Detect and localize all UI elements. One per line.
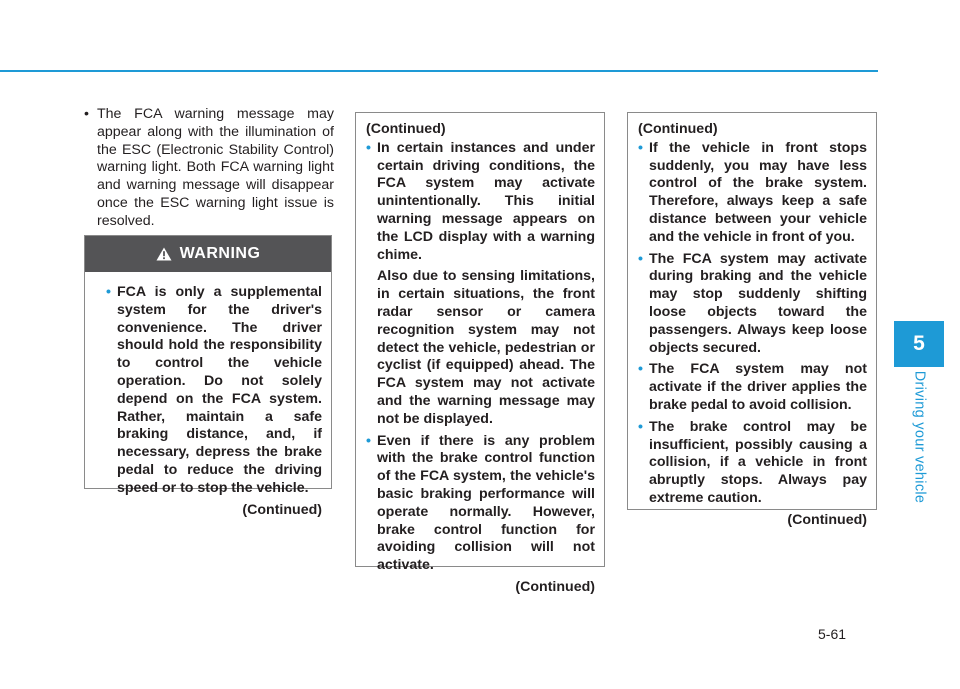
continued-label: (Continued) (787, 511, 867, 528)
chapter-title: Driving your vehicle (911, 370, 927, 504)
bullet-icon: • (84, 106, 89, 122)
continued-label: (Continued) (515, 578, 595, 595)
bullet-icon: • (366, 432, 371, 449)
warning-continued-box-3 (627, 112, 877, 528)
list-item (638, 251, 867, 358)
list-item-text: The FCA system may activate during braking and the vehicle may stop suddenly shifting loose objects toward the passengers. Always keep loose objects secured. (649, 250, 867, 356)
list-item-text: In certain instances and under certain driving conditions, the FCA system may activate unintentionally. This initial warning message appears on the LCD display with a warning chime. (377, 139, 595, 263)
list-item (366, 433, 595, 575)
page-number: 5-61 (818, 626, 847, 642)
bullet-icon: • (366, 139, 371, 156)
list-item-text: If the vehicle in front stops suddenly, you may have less control of the brake system. Therefore, always keep a safe distance between your vehicle and the vehicle in front of you. (649, 139, 867, 245)
header-rule (0, 70, 878, 72)
warning-item-text: FCA is only a supplemental system for the driver's convenience. The driver should hold the responsibility to control the vehicle operation. Do not solely depend on the FCA system. Rather, maintain a safe braking distance, and, if necessary, depress the brake pedal to reduce the driving speed or to stop the vehicle. (117, 284, 322, 496)
list-item-text: The FCA system may not activate if the driver applies the brake pedal to avoid collision. (649, 361, 867, 413)
bullet-icon: • (638, 250, 643, 267)
box3-body (628, 113, 876, 530)
chapter-tab (894, 321, 944, 367)
warning-title: WARNING (179, 245, 261, 262)
warning-item (106, 284, 322, 498)
intro-bullet-item (84, 106, 334, 231)
list-item-paragraph: Also due to sensing limitations, in certain situations, the front radar sensor or camera recognition system may not detect the vehicle, pedestrian or cyclist (if equipped) ahead. The FCA system may not activate and the warning message may not be displayed. (377, 268, 595, 427)
list-item (638, 419, 867, 508)
list-item (366, 140, 595, 265)
intro-paragraph (84, 106, 334, 231)
bullet-icon: • (638, 361, 643, 378)
warning-triangle-icon (156, 247, 172, 261)
warning-box (84, 235, 332, 518)
list-item (638, 361, 867, 414)
bullet-icon: • (638, 139, 643, 156)
continued-label: (Continued) (242, 501, 322, 518)
continued-heading: (Continued) (638, 121, 718, 137)
list-item (638, 140, 867, 247)
chapter-side-title (894, 372, 944, 502)
intro-text: The FCA warning message may appear along with the illumination of the ESC (Electronic Stability Control) warning light. Both FCA warning light and warning message will disappear once the ESC warning light issue is resolved. (97, 106, 334, 229)
warning-continued-box-2 (355, 112, 605, 595)
bullet-icon: • (106, 284, 111, 300)
chapter-number: 5 (913, 332, 925, 355)
warning-body (85, 272, 331, 519)
bullet-icon: • (638, 418, 643, 435)
box2-body (356, 113, 604, 597)
continued-heading: (Continued) (366, 121, 446, 137)
list-item-text: Even if there is any problem with the brake control function of the FCA system, the vehicle's basic braking performance will operate normally. However, brake control function for avoiding collision will not activate. (377, 432, 595, 574)
list-item-text: The brake control may be insufficient, possibly causing a collision, if a vehicle in front abruptly stops. Always pay extreme caution. (649, 418, 867, 506)
warning-header (85, 236, 331, 272)
